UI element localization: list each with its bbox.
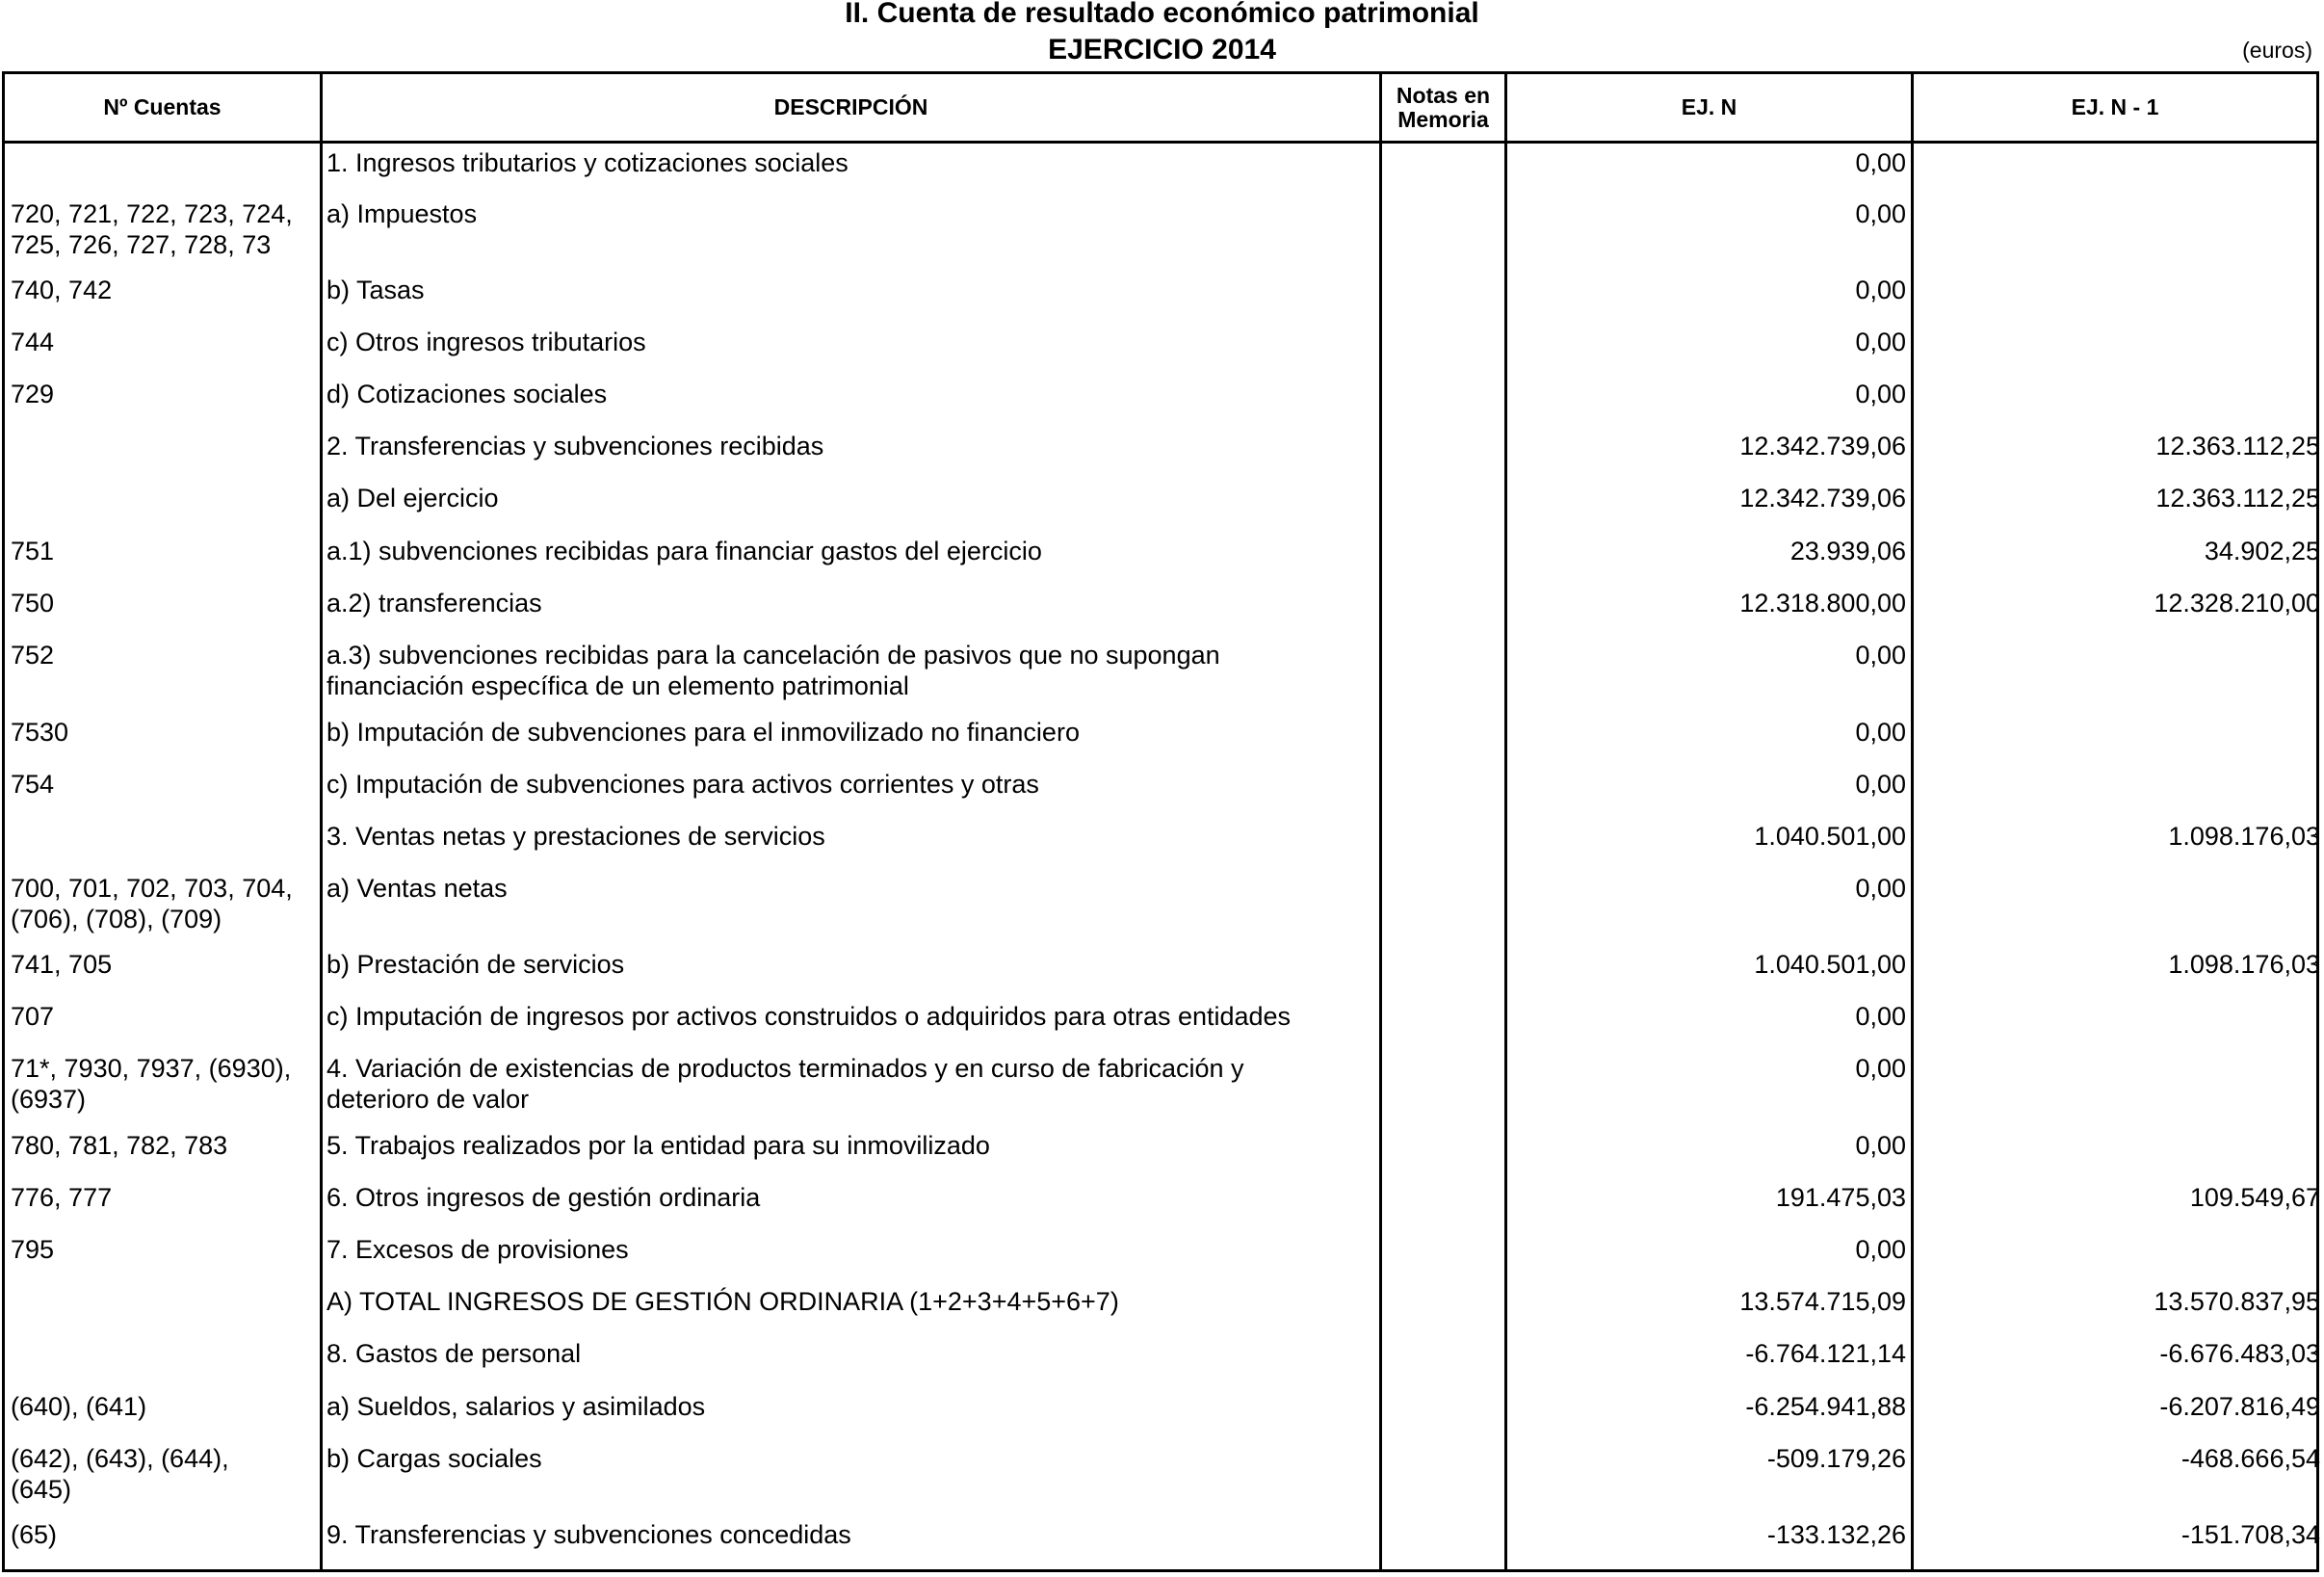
year-n1-value-cell: 34.902,25 xyxy=(2204,537,2320,565)
year-n-value-cell: 1.040.501,00 xyxy=(1754,950,1906,979)
year-n1-value-cell: -6.207.816,49 xyxy=(2159,1392,2320,1421)
description-cell: 3. Ventas netas y prestaciones de servicios xyxy=(326,822,825,851)
account-codes-cell: 71*, 7930, 7937, (6930), (6937) xyxy=(11,1054,292,1114)
account-codes-cell: 776, 777 xyxy=(11,1183,113,1212)
year-n1-value-cell: 109.549,67 xyxy=(2189,1183,2320,1212)
report-subtitle: EJERCICIO 2014 xyxy=(1048,34,1276,66)
year-n1-value-cell: 12.363.112,25 xyxy=(2155,432,2320,460)
header-divider xyxy=(5,141,2316,144)
year-n1-value-cell: -468.666,54 xyxy=(2180,1444,2320,1473)
year-n-value-cell: -509.179,26 xyxy=(1766,1444,1906,1473)
description-cell: 4. Variación de existencias de productos terminados y en curso de fabricación y deterioro de valor xyxy=(326,1054,1244,1114)
year-n-value-cell: 0,00 xyxy=(1855,770,1906,799)
year-n1-value-cell: 12.363.112,25 xyxy=(2155,484,2320,513)
description-cell: a.3) subvenciones recibidas para la cancelación de pasivos que no supongan financiación específica de un elemento patrimonial xyxy=(326,641,1220,700)
description-cell: b) Prestación de servicios xyxy=(326,950,625,979)
year-n-value-cell: 0,00 xyxy=(1855,874,1906,903)
description-cell: a) Impuestos xyxy=(326,199,478,228)
description-cell: 9. Transferencias y subvenciones concedidas xyxy=(326,1520,851,1549)
account-codes-cell: 751 xyxy=(11,537,55,565)
header-year-n: EJ. N xyxy=(1681,94,1737,119)
description-cell: 8. Gastos de personal xyxy=(326,1339,582,1368)
description-cell: a) Ventas netas xyxy=(326,874,508,903)
account-codes-cell: 780, 781, 782, 783 xyxy=(11,1131,228,1160)
year-n-value-cell: 0,00 xyxy=(1855,380,1906,408)
year-n-value-cell: 12.342.739,06 xyxy=(1739,432,1906,460)
description-cell: c) Otros ingresos tributarios xyxy=(326,328,646,356)
column-divider xyxy=(1379,74,1382,1569)
year-n1-value-cell: 1.098.176,03 xyxy=(2168,822,2320,851)
year-n-value-cell: 0,00 xyxy=(1855,1002,1906,1031)
year-n-value-cell: 1.040.501,00 xyxy=(1754,822,1906,851)
description-cell: b) Imputación de subvenciones para el inmovilizado no financiero xyxy=(326,718,1080,747)
year-n-value-cell: 0,00 xyxy=(1855,1131,1906,1160)
account-codes-cell: (642), (643), (644), (645) xyxy=(11,1444,229,1504)
description-cell: 5. Trabajos realizados por la entidad para su inmovilizado xyxy=(326,1131,990,1160)
year-n-value-cell: -6.254.941,88 xyxy=(1745,1392,1906,1421)
year-n-value-cell: 0,00 xyxy=(1855,718,1906,747)
description-cell: a.2) transferencias xyxy=(326,589,542,618)
account-codes-cell: 741, 705 xyxy=(11,950,113,979)
account-codes-cell: (65) xyxy=(11,1520,58,1549)
description-cell: a) Del ejercicio xyxy=(326,484,499,513)
year-n1-value-cell: -151.708,34 xyxy=(2180,1520,2320,1549)
account-codes-cell: 720, 721, 722, 723, 724, 725, 726, 727, 728, 73 xyxy=(11,199,293,259)
results-table xyxy=(2,71,2319,1572)
description-cell: a.1) subvenciones recibidas para financiar gastos del ejercicio xyxy=(326,537,1042,565)
header-accounts: Nº Cuentas xyxy=(103,94,222,119)
account-codes-cell: 740, 742 xyxy=(11,276,113,304)
description-cell: A) TOTAL INGRESOS DE GESTIÓN ORDINARIA (1+2+3+4+5+6+7) xyxy=(326,1287,1119,1316)
report-title: II. Cuenta de resultado económico patrimonial xyxy=(845,0,1479,29)
year-n-value-cell: 13.574.715,09 xyxy=(1739,1287,1906,1316)
description-cell: b) Cargas sociales xyxy=(326,1444,542,1473)
account-codes-cell: 795 xyxy=(11,1235,55,1264)
year-n-value-cell: 0,00 xyxy=(1855,328,1906,356)
description-cell: 1. Ingresos tributarios y cotizaciones sociales xyxy=(326,148,849,177)
account-codes-cell: 752 xyxy=(11,641,55,670)
year-n-value-cell: 0,00 xyxy=(1855,641,1906,670)
description-cell: d) Cotizaciones sociales xyxy=(326,380,608,408)
year-n-value-cell: 0,00 xyxy=(1855,276,1906,304)
account-codes-cell: (640), (641) xyxy=(11,1392,147,1421)
description-cell: a) Sueldos, salarios y asimilados xyxy=(326,1392,706,1421)
units-label: (euros) xyxy=(2242,38,2312,63)
account-codes-cell: 744 xyxy=(11,328,55,356)
header-year-n1: EJ. N - 1 xyxy=(2071,94,2159,119)
account-codes-cell: 729 xyxy=(11,380,55,408)
header-description: DESCRIPCIÓN xyxy=(773,94,928,119)
year-n-value-cell: 23.939,06 xyxy=(1789,537,1906,565)
column-divider xyxy=(320,74,323,1569)
description-cell: c) Imputación de ingresos por activos construidos o adquiridos para otras entidades xyxy=(326,1002,1292,1031)
year-n1-value-cell: 12.328.210,00 xyxy=(2154,589,2320,618)
account-codes-cell: 750 xyxy=(11,589,55,618)
year-n-value-cell: 12.318.800,00 xyxy=(1739,589,1906,618)
description-cell: b) Tasas xyxy=(326,276,425,304)
description-cell: c) Imputación de subvenciones para activos corrientes y otras xyxy=(326,770,1039,799)
year-n-value-cell: 0,00 xyxy=(1855,1054,1906,1083)
year-n-value-cell: 0,00 xyxy=(1855,148,1906,177)
header-notes: Notas en Memoria xyxy=(1396,82,1491,132)
year-n1-value-cell: -6.676.483,03 xyxy=(2159,1339,2320,1368)
year-n-value-cell: -6.764.121,14 xyxy=(1745,1339,1906,1368)
year-n-value-cell: 12.342.739,06 xyxy=(1739,484,1906,513)
account-codes-cell: 700, 701, 702, 703, 704, (706), (708), (709) xyxy=(11,874,293,933)
account-codes-cell: 707 xyxy=(11,1002,55,1031)
year-n-value-cell: 0,00 xyxy=(1855,199,1906,228)
description-cell: 7. Excesos de provisiones xyxy=(326,1235,629,1264)
year-n-value-cell: -133.132,26 xyxy=(1766,1520,1906,1549)
account-codes-cell: 7530 xyxy=(11,718,69,747)
description-cell: 2. Transferencias y subvenciones recibidas xyxy=(326,432,824,460)
year-n1-value-cell: 1.098.176,03 xyxy=(2168,950,2320,979)
year-n1-value-cell: 13.570.837,95 xyxy=(2154,1287,2320,1316)
year-n-value-cell: 0,00 xyxy=(1855,1235,1906,1264)
description-cell: 6. Otros ingresos de gestión ordinaria xyxy=(326,1183,761,1212)
account-codes-cell: 754 xyxy=(11,770,55,799)
year-n-value-cell: 191.475,03 xyxy=(1775,1183,1906,1212)
